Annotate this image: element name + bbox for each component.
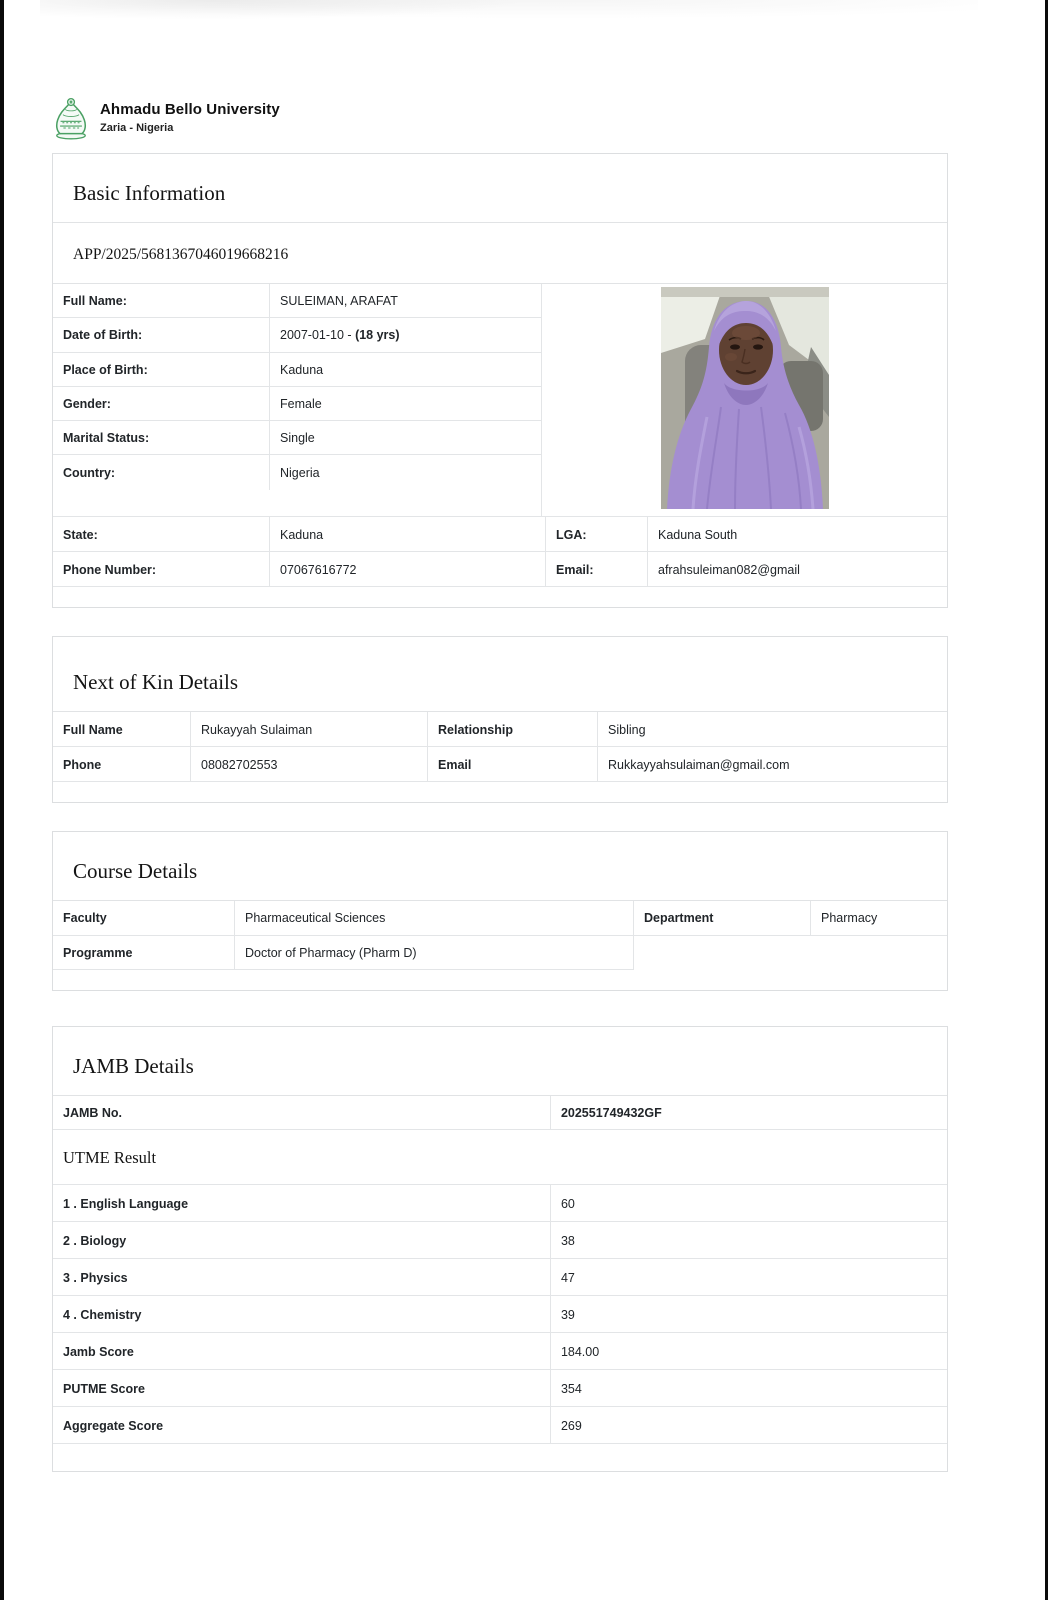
biology-score: 38 <box>560 1233 575 1248</box>
university-location: Zaria - Nigeria <box>100 122 174 134</box>
kin-email-value: Rukkayyahsulaiman@gmail.com <box>608 757 790 772</box>
next-of-kin-title: Next of Kin Details <box>73 670 239 695</box>
university-name-block <box>100 96 280 134</box>
programme-label: Programme <box>53 936 235 970</box>
state-value: Kaduna <box>270 517 546 551</box>
dob-value <box>270 318 541 351</box>
application-number: APP/2025/5681367046019668216 <box>53 223 947 284</box>
card-bottom-padding <box>53 1444 947 1471</box>
photo-cell <box>542 284 947 516</box>
lga-value: Kaduna South <box>658 527 738 542</box>
table-row <box>53 284 541 318</box>
jamb-score-value: 184.00 <box>560 1344 600 1359</box>
faculty-department-row <box>53 901 947 935</box>
jamb-details-title: JAMB Details <box>73 1053 194 1078</box>
kin-email-label: Email <box>428 747 598 781</box>
score-row-physics <box>53 1259 947 1296</box>
english-score: 60 <box>560 1196 575 1211</box>
course-details-card <box>52 831 948 991</box>
score-row-putme <box>53 1370 947 1407</box>
kin-name-row <box>53 712 947 747</box>
dob-age: (18 yrs) <box>355 328 400 343</box>
basic-info-table <box>53 284 947 517</box>
email-label: Email: <box>546 552 648 586</box>
jamb-no-row <box>53 1096 947 1130</box>
basic-information-header <box>53 154 947 223</box>
dob-date: 2007-01-10 - <box>280 328 352 343</box>
table-row <box>53 353 541 387</box>
top-shadow <box>40 0 978 26</box>
next-of-kin-header <box>53 637 947 712</box>
applicant-photo <box>661 287 829 509</box>
jamb-no-label: JAMB No. <box>53 1096 551 1129</box>
putme-score-value: 354 <box>560 1381 582 1396</box>
phone-email-row <box>53 552 947 587</box>
department-label: Department <box>634 901 811 934</box>
screen-edge-left <box>0 0 4 1600</box>
aggregate-score-value: 269 <box>560 1418 582 1433</box>
empty-cell <box>634 936 947 970</box>
faculty-label: Faculty <box>53 901 235 934</box>
physics-score: 47 <box>560 1270 575 1285</box>
score-row-english <box>53 1185 947 1222</box>
physics-label: 3 . Physics <box>53 1259 551 1295</box>
kin-phone-label: Phone <box>53 747 191 781</box>
state-lga-row <box>53 517 947 552</box>
kin-phone-row <box>53 747 947 782</box>
department-value: Pharmacy <box>821 911 878 926</box>
programme-row <box>53 936 947 970</box>
basic-information-card <box>52 153 948 608</box>
table-row <box>53 318 541 352</box>
utme-result-heading: UTME Result <box>53 1130 947 1185</box>
place-of-birth-value: Kaduna <box>280 362 324 377</box>
country-value: Nigeria <box>280 466 320 481</box>
aggregate-score-label: Aggregate Score <box>53 1407 551 1443</box>
english-label: 1 . English Language <box>53 1185 551 1221</box>
basic-info-fields <box>53 284 542 516</box>
university-name: Ahmadu Bello University <box>100 101 280 118</box>
kin-relationship-value: Sibling <box>608 722 646 737</box>
full-name-label: Full Name: <box>53 284 270 317</box>
programme-value: Doctor of Pharmacy (Pharm D) <box>235 936 634 970</box>
place-of-birth-label: Place of Birth: <box>53 353 270 386</box>
score-row-jamb-score <box>53 1333 947 1370</box>
score-row-biology <box>53 1222 947 1259</box>
table-row <box>53 455 541 516</box>
biology-label: 2 . Biology <box>53 1222 551 1258</box>
course-details-title: Course Details <box>73 859 198 884</box>
gender-label: Gender: <box>53 387 270 420</box>
jamb-no-value: 202551749432GF <box>560 1106 662 1121</box>
kin-name-label: Full Name <box>53 712 191 746</box>
kin-relationship-label: Relationship <box>428 712 598 746</box>
jamb-score-label: Jamb Score <box>53 1333 551 1369</box>
lga-label: LGA: <box>546 517 648 551</box>
gender-value: Female <box>280 396 322 411</box>
chemistry-score: 39 <box>560 1307 575 1322</box>
score-row-aggregate <box>53 1407 947 1444</box>
kin-phone-value: 08082702553 <box>191 747 428 781</box>
country-label: Country: <box>53 455 270 489</box>
basic-information-title: Basic Information <box>73 181 226 205</box>
table-row <box>53 387 541 421</box>
score-row-chemistry <box>53 1296 947 1333</box>
university-header <box>52 96 948 140</box>
phone-label: Phone Number: <box>53 552 270 586</box>
kin-name-value: Rukayyah Sulaiman <box>191 712 428 746</box>
jamb-details-card <box>52 1026 948 1472</box>
marital-status-label: Marital Status: <box>53 421 270 454</box>
chemistry-label: 4 . Chemistry <box>53 1296 551 1332</box>
phone-value: 07067616772 <box>270 552 546 586</box>
next-of-kin-card <box>52 636 948 803</box>
card-bottom-padding <box>53 587 947 607</box>
course-details-header <box>53 832 947 901</box>
marital-status-value: Single <box>280 431 315 446</box>
card-bottom-padding <box>53 782 947 802</box>
dob-label: Date of Birth: <box>53 318 270 351</box>
abu-crest-icon <box>52 96 90 140</box>
faculty-value: Pharmaceutical Sciences <box>235 901 634 934</box>
card-bottom-padding <box>53 970 947 990</box>
email-value: afrahsuleiman082@gmail <box>658 562 800 577</box>
table-row <box>53 421 541 455</box>
full-name-value: SULEIMAN, ARAFAT <box>280 294 398 309</box>
jamb-details-header <box>53 1027 947 1096</box>
state-label: State: <box>53 517 270 551</box>
putme-score-label: PUTME Score <box>53 1370 551 1406</box>
